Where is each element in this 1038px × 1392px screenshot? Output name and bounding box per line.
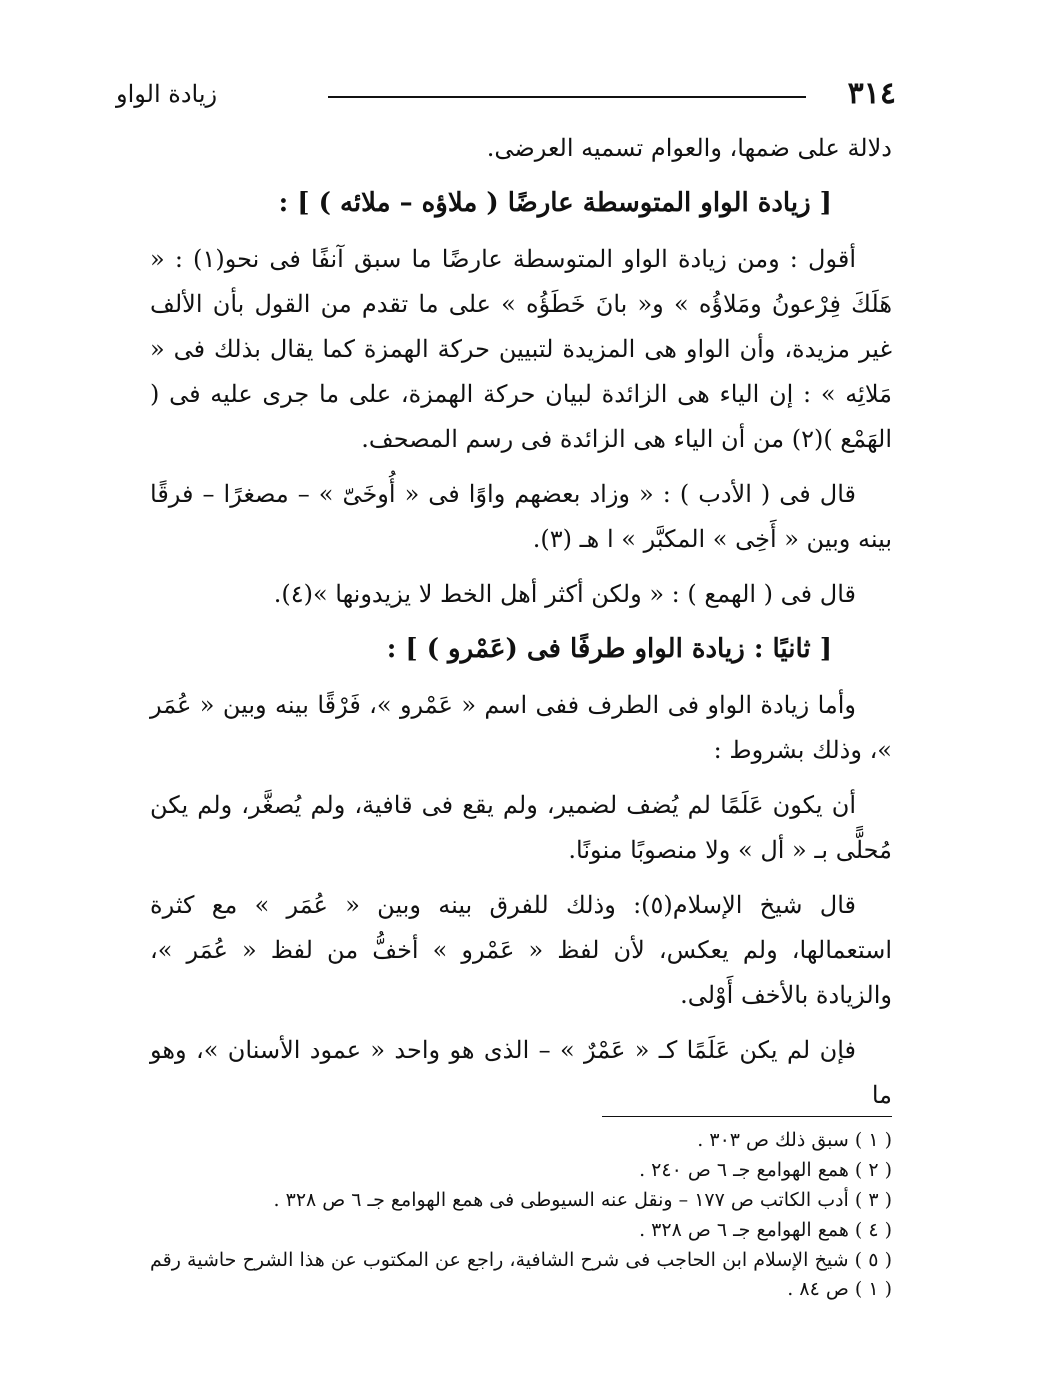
footnote: ( ٢ ) همع الهوامع جـ ٦ ص ٢٤٠ . bbox=[639, 1159, 892, 1181]
footnote-rule bbox=[602, 1116, 892, 1117]
paragraph: قال فى ( الهمع ) : « ولكن أكثر أهل الخط لا يزيدونها »(٤). bbox=[273, 580, 856, 608]
footnotes bbox=[150, 1126, 892, 1305]
running-title: زيادة الواو bbox=[116, 80, 218, 108]
footnote: ( ٤ ) همع الهوامع جـ ٦ ص ٣٢٨ . bbox=[639, 1219, 892, 1241]
body-text bbox=[150, 126, 892, 1128]
paragraph: قال شيخ الإسلام(٥): وذلك للفرق بينه وبين « عُمَر » مع كثرة استعمالها، ولم يعكس، لأن لفظ « عَمْرو » أخفُّ من لفظ « عُمَر »، والزيادة بالأخف أَوْلى. bbox=[150, 891, 892, 1009]
paragraph: قال فى ( الأدب ) : « وزاد بعضهم واوًا فى « أُوخَىّ » – مصغرًا – فرقًا بينه وبين « أَخِى » المكبَّر » ا هـ (٣). bbox=[150, 480, 892, 553]
section-heading-final-waw: [ ثانيًا : زيادة الواو طرفًا فى (عَمْرو ) ] : bbox=[386, 634, 832, 664]
paragraph: أقول : ومن زيادة الواو المتوسطة عارضًا ما سبق آنفًا فى نحو(١) : « هَلَكَ فِرْعونُ ومَلاؤُه » و« بانَ خَطَؤُه » على ما تقدم من القول بأن الألف غير مزيدة، وأن الواو هى المزيدة لتبيين حركة الهمزة كما يقال بذلك فى « مَلائِه » : إن الياء هى الزائدة لبيان حركة الهمزة، على ما جرى عليه فى ( الهَمْع )(٢) من أن الياء هى الزائدة فى رسم المصحف. bbox=[150, 245, 892, 453]
paragraph: أن يكون عَلَمًا لم يُضف لضمير، ولم يقع فى قافية، ولم يُصغَّر، ولم يكن مُحلًّى بـ « أل » ولا منصوبًا منونًا. bbox=[150, 791, 892, 864]
paragraph-continuation: دلالة على ضمها، والعوام تسميه العرضى. bbox=[486, 134, 892, 162]
footnote: ( ٥ ) شيخ الإسلام ابن الحاجب فى شرح الشافية، راجع عن المكتوب عن هذا الشرح حاشية رقم ( ١ ) ص ٨٤ . bbox=[150, 1249, 893, 1300]
header-rule bbox=[328, 96, 806, 98]
page-header bbox=[116, 74, 896, 114]
paragraph: فإن لم يكن عَلَمًا كـ « عَمْرٌ » – الذى هو واحد « عمود الأسنان »، وهو ما bbox=[150, 1036, 892, 1109]
section-heading-middle-waw: [ زيادة الواو المتوسطة عارضًا ( ملاؤه – ملائه ) ] : bbox=[278, 188, 832, 218]
footnote: ( ١ ) سبق ذلك ص ٣٠٣ . bbox=[697, 1129, 892, 1151]
footnote: ( ٣ ) أدب الكاتب ص ١٧٧ – ونقل عنه السيوطى فى همع الهوامع جـ ٦ ص ٣٢٨ . bbox=[273, 1189, 892, 1211]
page-number: ٣١٤ bbox=[847, 76, 896, 111]
paragraph: وأما زيادة الواو فى الطرف ففى اسم « عَمْرو »، فَرْقًا بينه وبين « عُمَر »، وذلك بشروط : bbox=[150, 691, 892, 764]
